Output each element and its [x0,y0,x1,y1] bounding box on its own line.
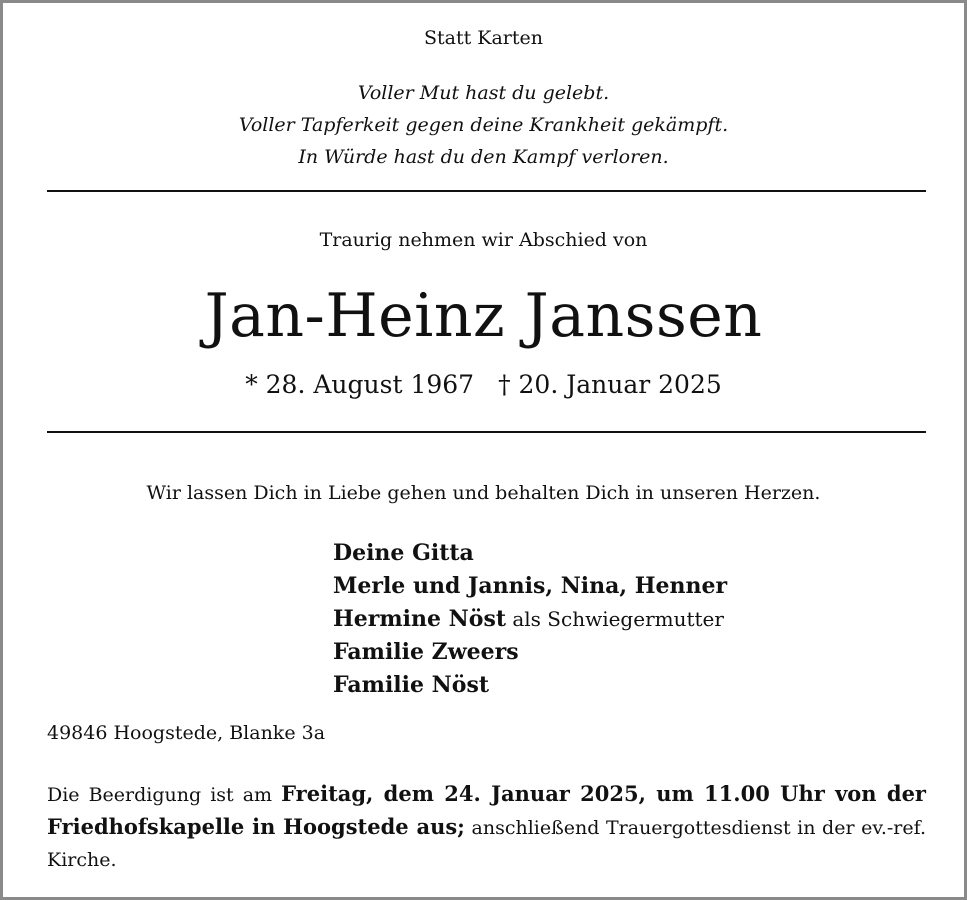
lead-text: Traurig nehmen wir Abschied von [319,229,648,251]
mourner-item [333,570,727,603]
mourner-item [333,603,727,636]
mourner-item [333,636,727,669]
mourner-name: Familie Nöst [333,672,490,698]
poem-line: In Würde hast du den Kampf verloren. [298,146,669,168]
mourners-list [333,537,727,702]
mourner-item [333,669,727,702]
mourner-name: Hermine Nöst [333,606,506,632]
mourner-name: Merle und Jannis, Nina, Henner [333,573,728,599]
mourner-note: als Schwiegermutter [506,607,724,631]
funeral-details: Freitag, dem 24. Januar 2025, um 11.00 Uhr von der Friedhofskapelle in Hoogstede aus; [47,781,926,839]
poem-line: Voller Mut hast du gelebt. [357,82,610,104]
mourner-name: Deine Gitta [333,540,474,566]
life-dates [3,370,964,399]
funeral-notice [47,778,926,876]
funeral-prefix: Die Beerdigung ist am [47,784,282,806]
birth-date: * 28. August 1967 [245,370,475,399]
poem [3,77,964,173]
mourner-item [333,537,727,570]
funeral-suffix: anschließend Trauergottesdienst in der ev.-ref. Kirche. [47,817,926,871]
intro-text: Statt Karten [423,27,543,49]
family-address: 49846 Hoogstede, Blanke 3a [47,722,326,744]
bottom-divider [47,431,926,433]
farewell-text: Wir lassen Dich in Liebe gehen und behalten Dich in unseren Herzen. [146,482,821,504]
deceased-name: Jan-Heinz Janssen [204,281,763,351]
mourner-name: Familie Zweers [333,639,519,665]
poem-line: Voller Tapferkeit gegen deine Krankheit gekämpft. [238,114,729,136]
top-divider [47,190,926,192]
death-date: † 20. Januar 2025 [498,370,722,399]
